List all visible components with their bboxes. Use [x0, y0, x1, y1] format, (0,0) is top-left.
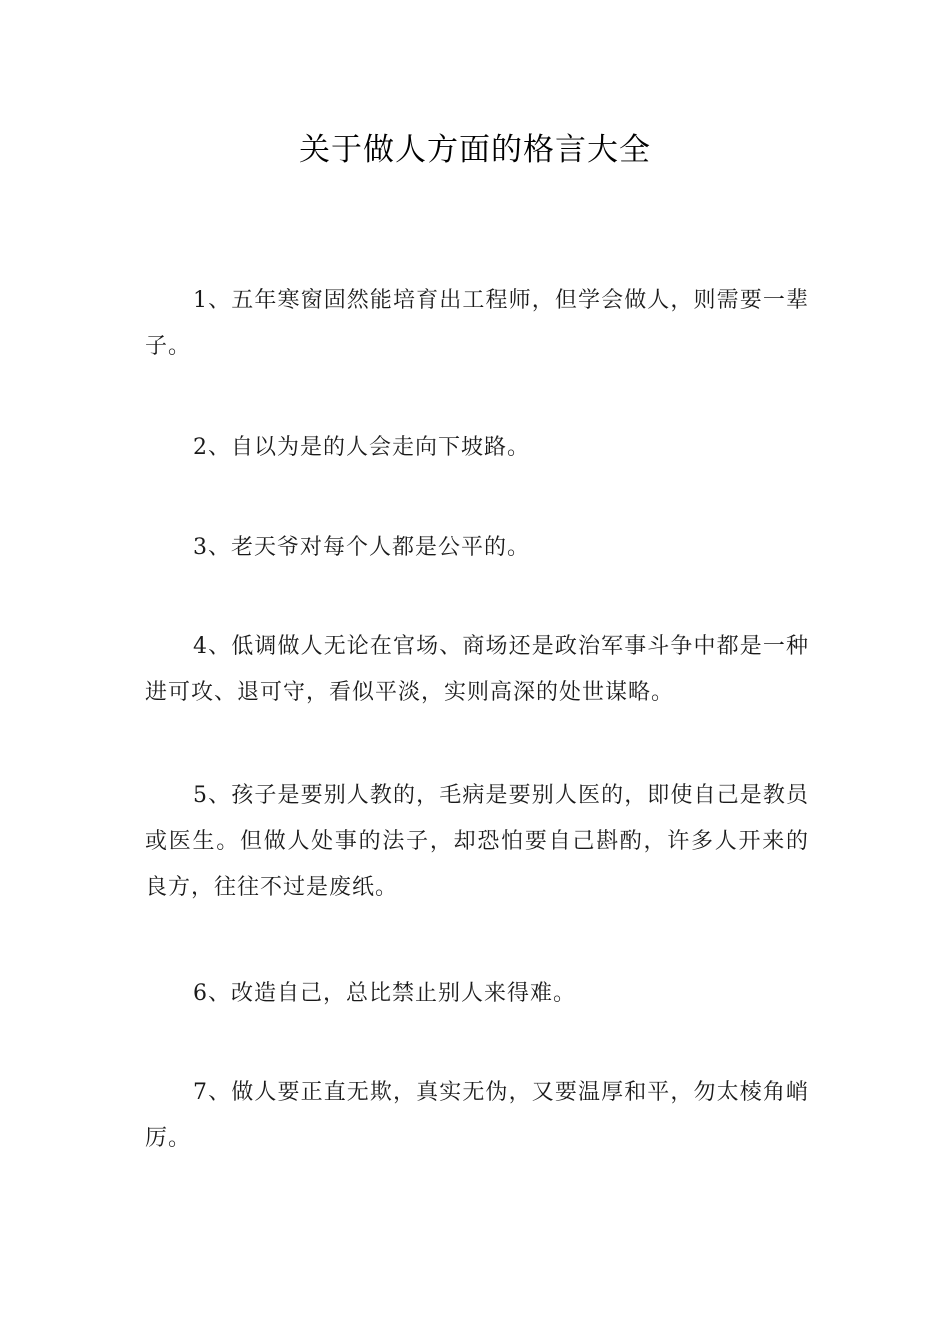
document-title: 关于做人方面的格言大全 — [299, 132, 651, 168]
quote-paragraph-1: 1、五年寒窗固然能培育出工程师，但学会做人，则需要一辈子。 — [145, 288, 809, 359]
quote-paragraph-2: 2、自以为是的人会走向下坡路。 — [193, 435, 530, 460]
quote-paragraph-3: 3、老天爷对每个人都是公平的。 — [193, 535, 530, 560]
quote-paragraph-6: 6、改造自己，总比禁止别人来得难。 — [193, 981, 576, 1006]
quote-paragraph-5: 5、孩子是要别人教的，毛病是要别人医的，即使自己是教员或医生。但做人处事的法子，却恐怕要自己斟酌，许多人开来的良方，往往不过是废纸。 — [145, 783, 809, 900]
quote-paragraph-7: 7、做人要正直无欺，真实无伪，又要温厚和平，勿太棱角峭厉。 — [145, 1080, 809, 1151]
quote-paragraph-4: 4、低调做人无论在官场、商场还是政治军事斗争中都是一种进可攻、退可守，看似平淡，实则高深的处世谋略。 — [145, 634, 809, 705]
